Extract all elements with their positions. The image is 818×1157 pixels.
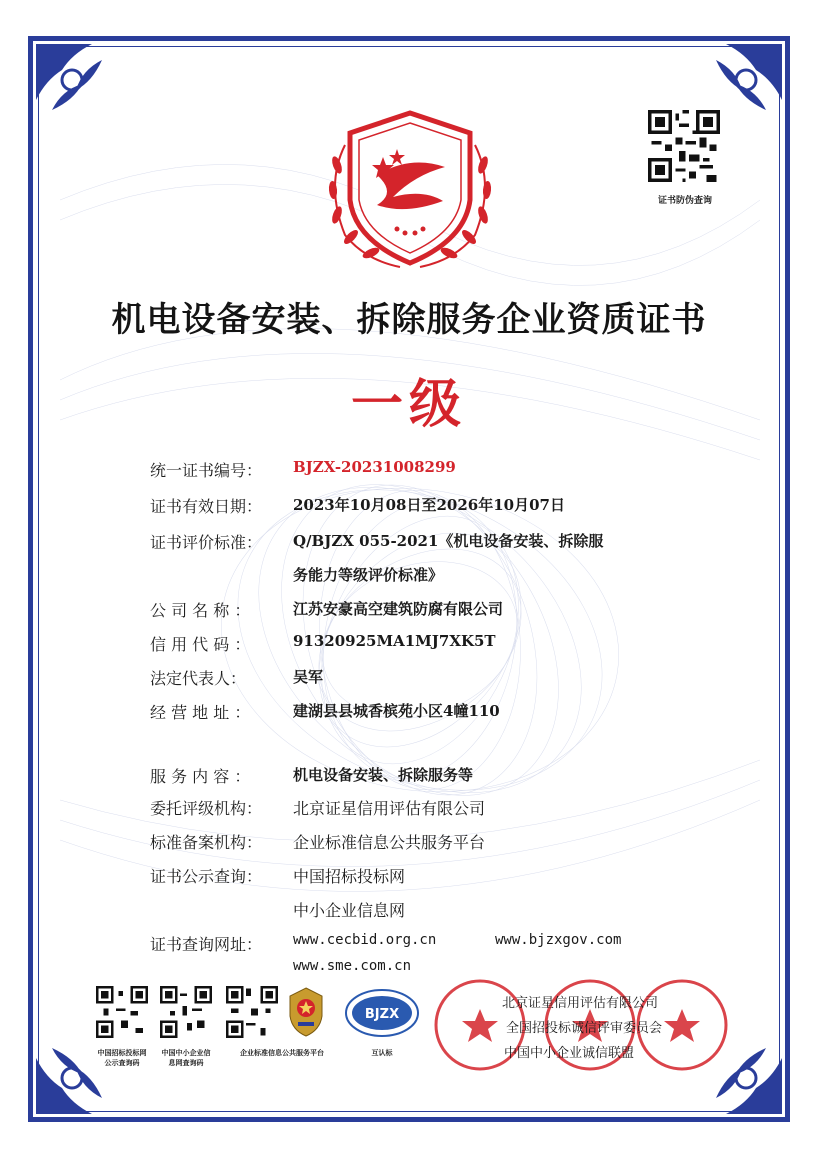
field-public-query-cont — [150, 898, 406, 920]
field-label: 信 用 代 码 ： — [150, 635, 251, 654]
bjzx-badge-text: BJZX — [364, 1007, 400, 1022]
field-value: 江苏安豪高空建筑防腐有限公司 — [293, 600, 504, 618]
field-validity — [150, 494, 565, 517]
field-value: 91320925MA1MJ7XK5T — [293, 632, 496, 650]
query-url-link[interactable]: www.sme.com.cn — [293, 958, 412, 974]
field-value: 务能力等级评价标准》 — [293, 566, 444, 584]
field-value: 中小企业信息网 — [293, 901, 406, 920]
field-rating-agency — [150, 796, 486, 819]
field-service — [150, 764, 474, 787]
field-value: 吴军 — [293, 668, 324, 686]
footer-qr-label: 中国中小企业信 息网查询码 — [161, 1049, 211, 1067]
corner-ornament-top-left — [32, 40, 128, 136]
bjzx-badge-icon — [344, 988, 420, 1038]
field-address — [150, 700, 500, 723]
field-label: 法定代表人： — [150, 669, 247, 688]
field-value: BJZX-20231008299 — [293, 458, 456, 476]
field-legal-rep — [150, 666, 324, 689]
bjzx-badge-label: 互认标 — [371, 1049, 393, 1057]
field-label: 证书有效日期： — [150, 497, 263, 516]
query-url-link[interactable]: www.cecbid.org.cn — [293, 932, 437, 948]
footer-qr-code[interactable] — [96, 986, 148, 1038]
field-value: 建湖县县城香槟苑小区4幢110 — [293, 702, 500, 720]
field-value: 中国招标投标网 — [293, 867, 406, 886]
field-standard — [150, 530, 604, 553]
certificate-level: 一级 — [350, 374, 467, 435]
seal-text: 中国中小企业诚信联盟 — [504, 1046, 635, 1061]
field-value: 企业标准信息公共服务平台 — [293, 833, 486, 852]
field-label: 证书评价标准： — [150, 533, 263, 552]
field-query-urls — [150, 932, 622, 955]
certificate-title: 机电设备安装、拆除服务企业资质证书 — [111, 300, 707, 340]
footer-qr-label: 企业标准信息公共服务平台 — [240, 1049, 324, 1057]
field-filing-platform — [150, 830, 486, 853]
field-value: 2023年10月08日至2026年10月07日 — [293, 496, 565, 514]
field-query-urls-cont — [150, 958, 412, 977]
field-cert-no — [150, 458, 456, 481]
field-value: Q/BJZX 055-2021《机电设备安装、拆除服 — [293, 532, 604, 550]
national-emblem-icon — [286, 986, 326, 1038]
field-credit-code — [150, 632, 496, 655]
field-standard-cont — [150, 564, 444, 584]
seal-text: 全国招投标诚信评审委员会 — [506, 1021, 663, 1036]
footer-qr-code[interactable] — [226, 986, 278, 1038]
field-value: 北京证星信用评估有限公司 — [293, 799, 486, 818]
field-company — [150, 598, 504, 621]
footer-qr-code[interactable] — [160, 986, 212, 1038]
field-label: 委托评级机构： — [150, 799, 263, 818]
field-label: 统一证书编号： — [150, 461, 263, 480]
field-value: 机电设备安装、拆除服务等 — [293, 766, 474, 784]
verification-qr-code[interactable] — [648, 110, 720, 182]
field-label: 经 营 地 址 ： — [150, 703, 251, 722]
shield-emblem-icon — [305, 105, 515, 275]
field-label: 标准备案机构： — [150, 833, 263, 852]
verification-qr-label: 证书防伪查询 — [657, 196, 712, 206]
query-url-link[interactable]: www.bjzxgov.com — [495, 932, 622, 948]
field-public-query — [150, 864, 406, 887]
field-label: 公 司 名 称 ： — [150, 601, 251, 620]
field-label: 证书公示查询： — [150, 867, 263, 886]
field-label: 证书查询网址： — [150, 935, 263, 954]
seal-text: 北京证星信用评估有限公司 — [502, 996, 659, 1011]
footer-qr-label: 中国招标投标网 公示查询码 — [97, 1049, 147, 1067]
field-label: 服 务 内 容 ： — [150, 767, 251, 786]
